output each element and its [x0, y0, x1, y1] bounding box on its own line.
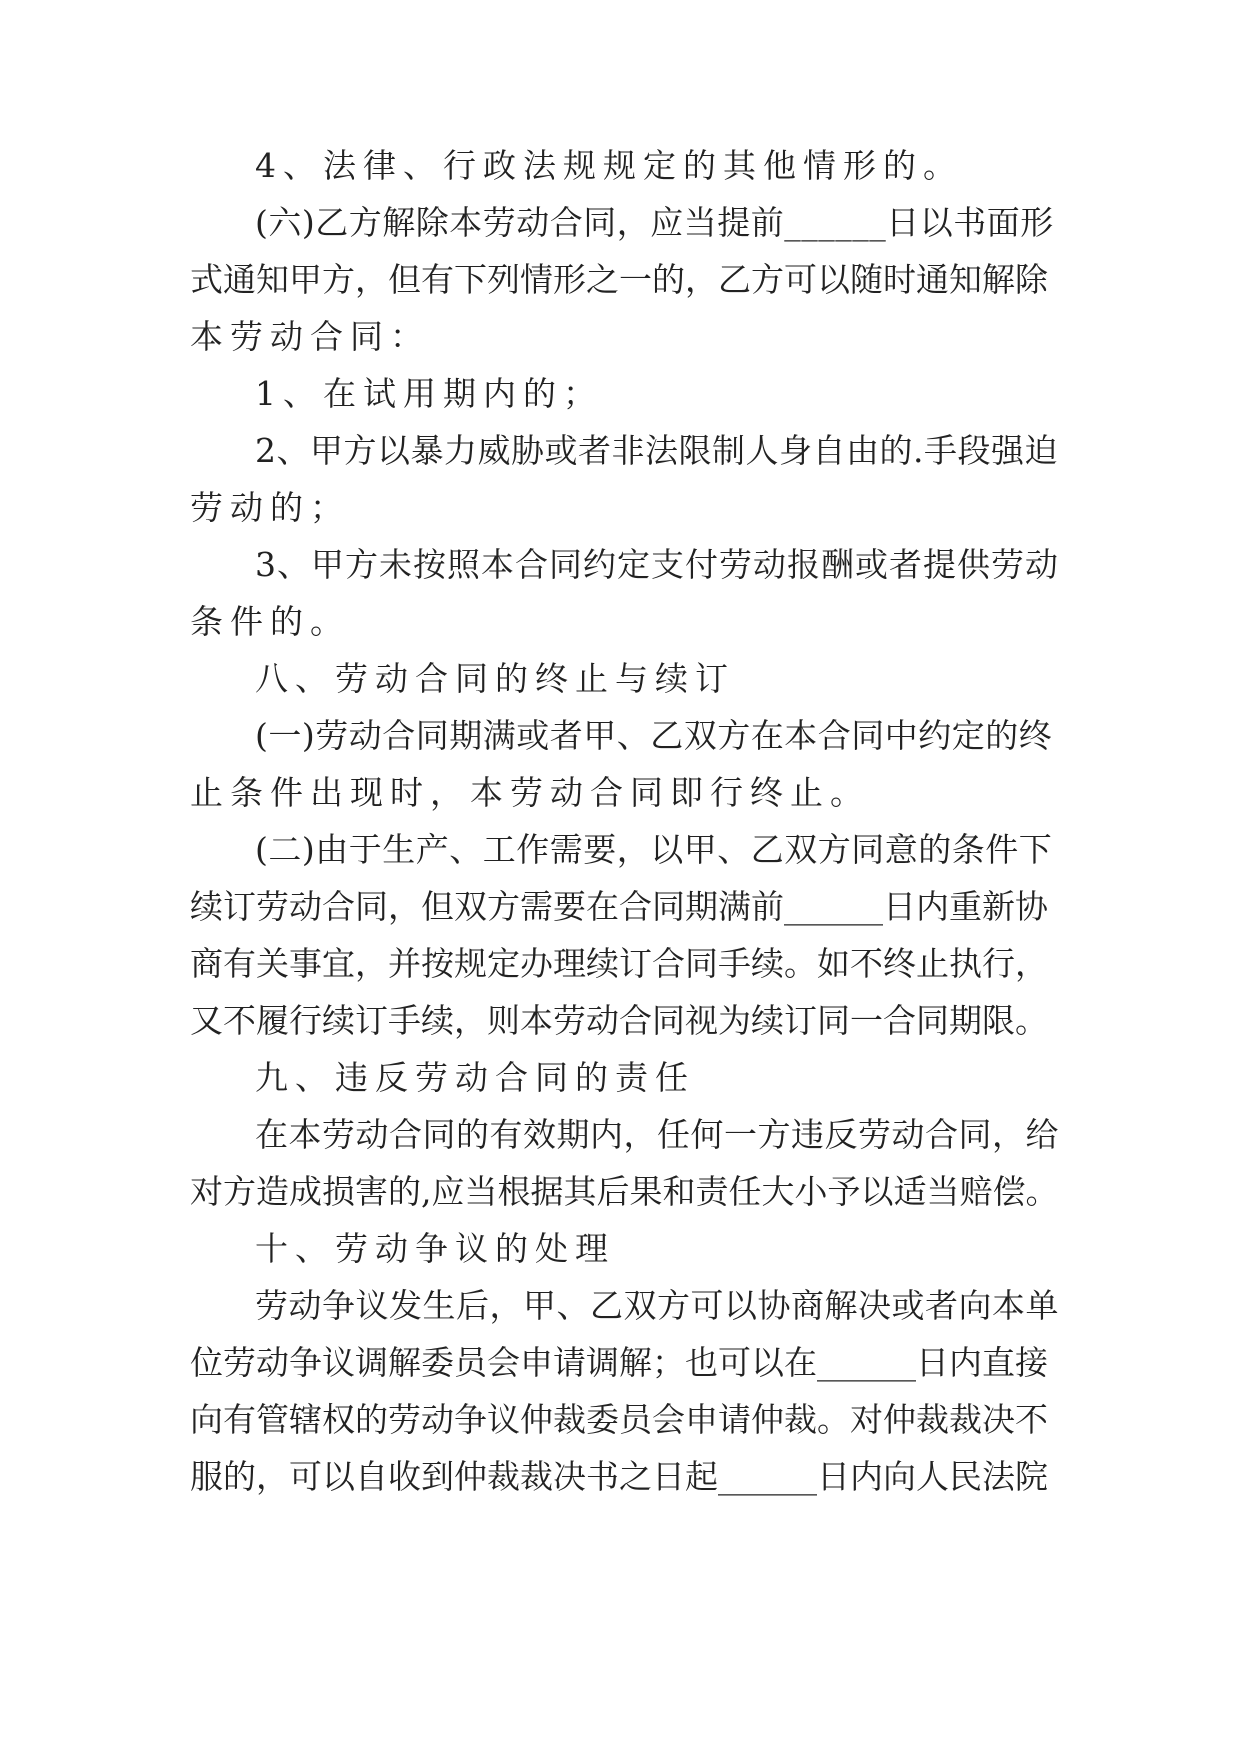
text-line: 商有关事宜，并按规定办理续订合同手续。如不终止执行，	[190, 944, 1048, 983]
text-line: (二)由于生产、工作需要，以甲、乙双方同意的条件下	[255, 830, 1053, 869]
text-line: 式通知甲方，但有下列情形之一的，乙方可以随时通知解除	[190, 260, 1048, 299]
text-line: 对方造成损害的,应当根据其后果和责任大小予以适当赔偿。	[190, 1172, 1059, 1211]
text-line: 3、甲方未按照本合同约定支付劳动报酬或者提供劳动	[255, 545, 1059, 584]
text-line: 本劳动合同：	[190, 317, 430, 356]
text-line: 劳动的；	[190, 488, 350, 527]
text-line: 向有管辖权的劳动争议仲裁委员会申请仲裁。对仲裁裁决不	[190, 1400, 1048, 1439]
text-line: 又不履行续订手续，则本劳动合同视为续订同一合同期限。	[190, 1001, 1048, 1040]
text-line: 2、甲方以暴力威胁或者非法限制人身自由的.手段强迫	[255, 431, 1058, 470]
text-line: 劳动争议发生后，甲、乙双方可以协商解决或者向本单	[255, 1286, 1059, 1325]
section-heading: 九、违反劳动合同的责任	[255, 1058, 695, 1097]
text-line: 条件的。	[190, 602, 350, 641]
text-line: 1、在试用期内的；	[255, 374, 603, 413]
text-line: (六)乙方解除本劳动合同，应当提前______日以书面形	[255, 203, 1054, 242]
text-line: 位劳动争议调解委员会申请调解；也可以在______日内直接	[190, 1343, 1048, 1382]
text-line: 续订劳动合同，但双方需要在合同期满前______日内重新协	[190, 887, 1048, 926]
text-line: 4、法律、行政法规规定的其他情形的。	[255, 146, 963, 185]
text-line: 服的，可以自收到仲裁裁决书之日起______日内向人民法院	[190, 1457, 1048, 1496]
text-line: (一)劳动合同期满或者甲、乙双方在本合同中约定的终	[255, 716, 1053, 755]
text-line: 在本劳动合同的有效期内，任何一方违反劳动合同，给	[255, 1115, 1059, 1154]
section-heading: 十、劳动争议的处理	[255, 1229, 615, 1268]
section-heading: 八、劳动合同的终止与续订	[255, 659, 735, 698]
text-line: 止条件出现时，本劳动合同即行终止。	[190, 773, 870, 812]
